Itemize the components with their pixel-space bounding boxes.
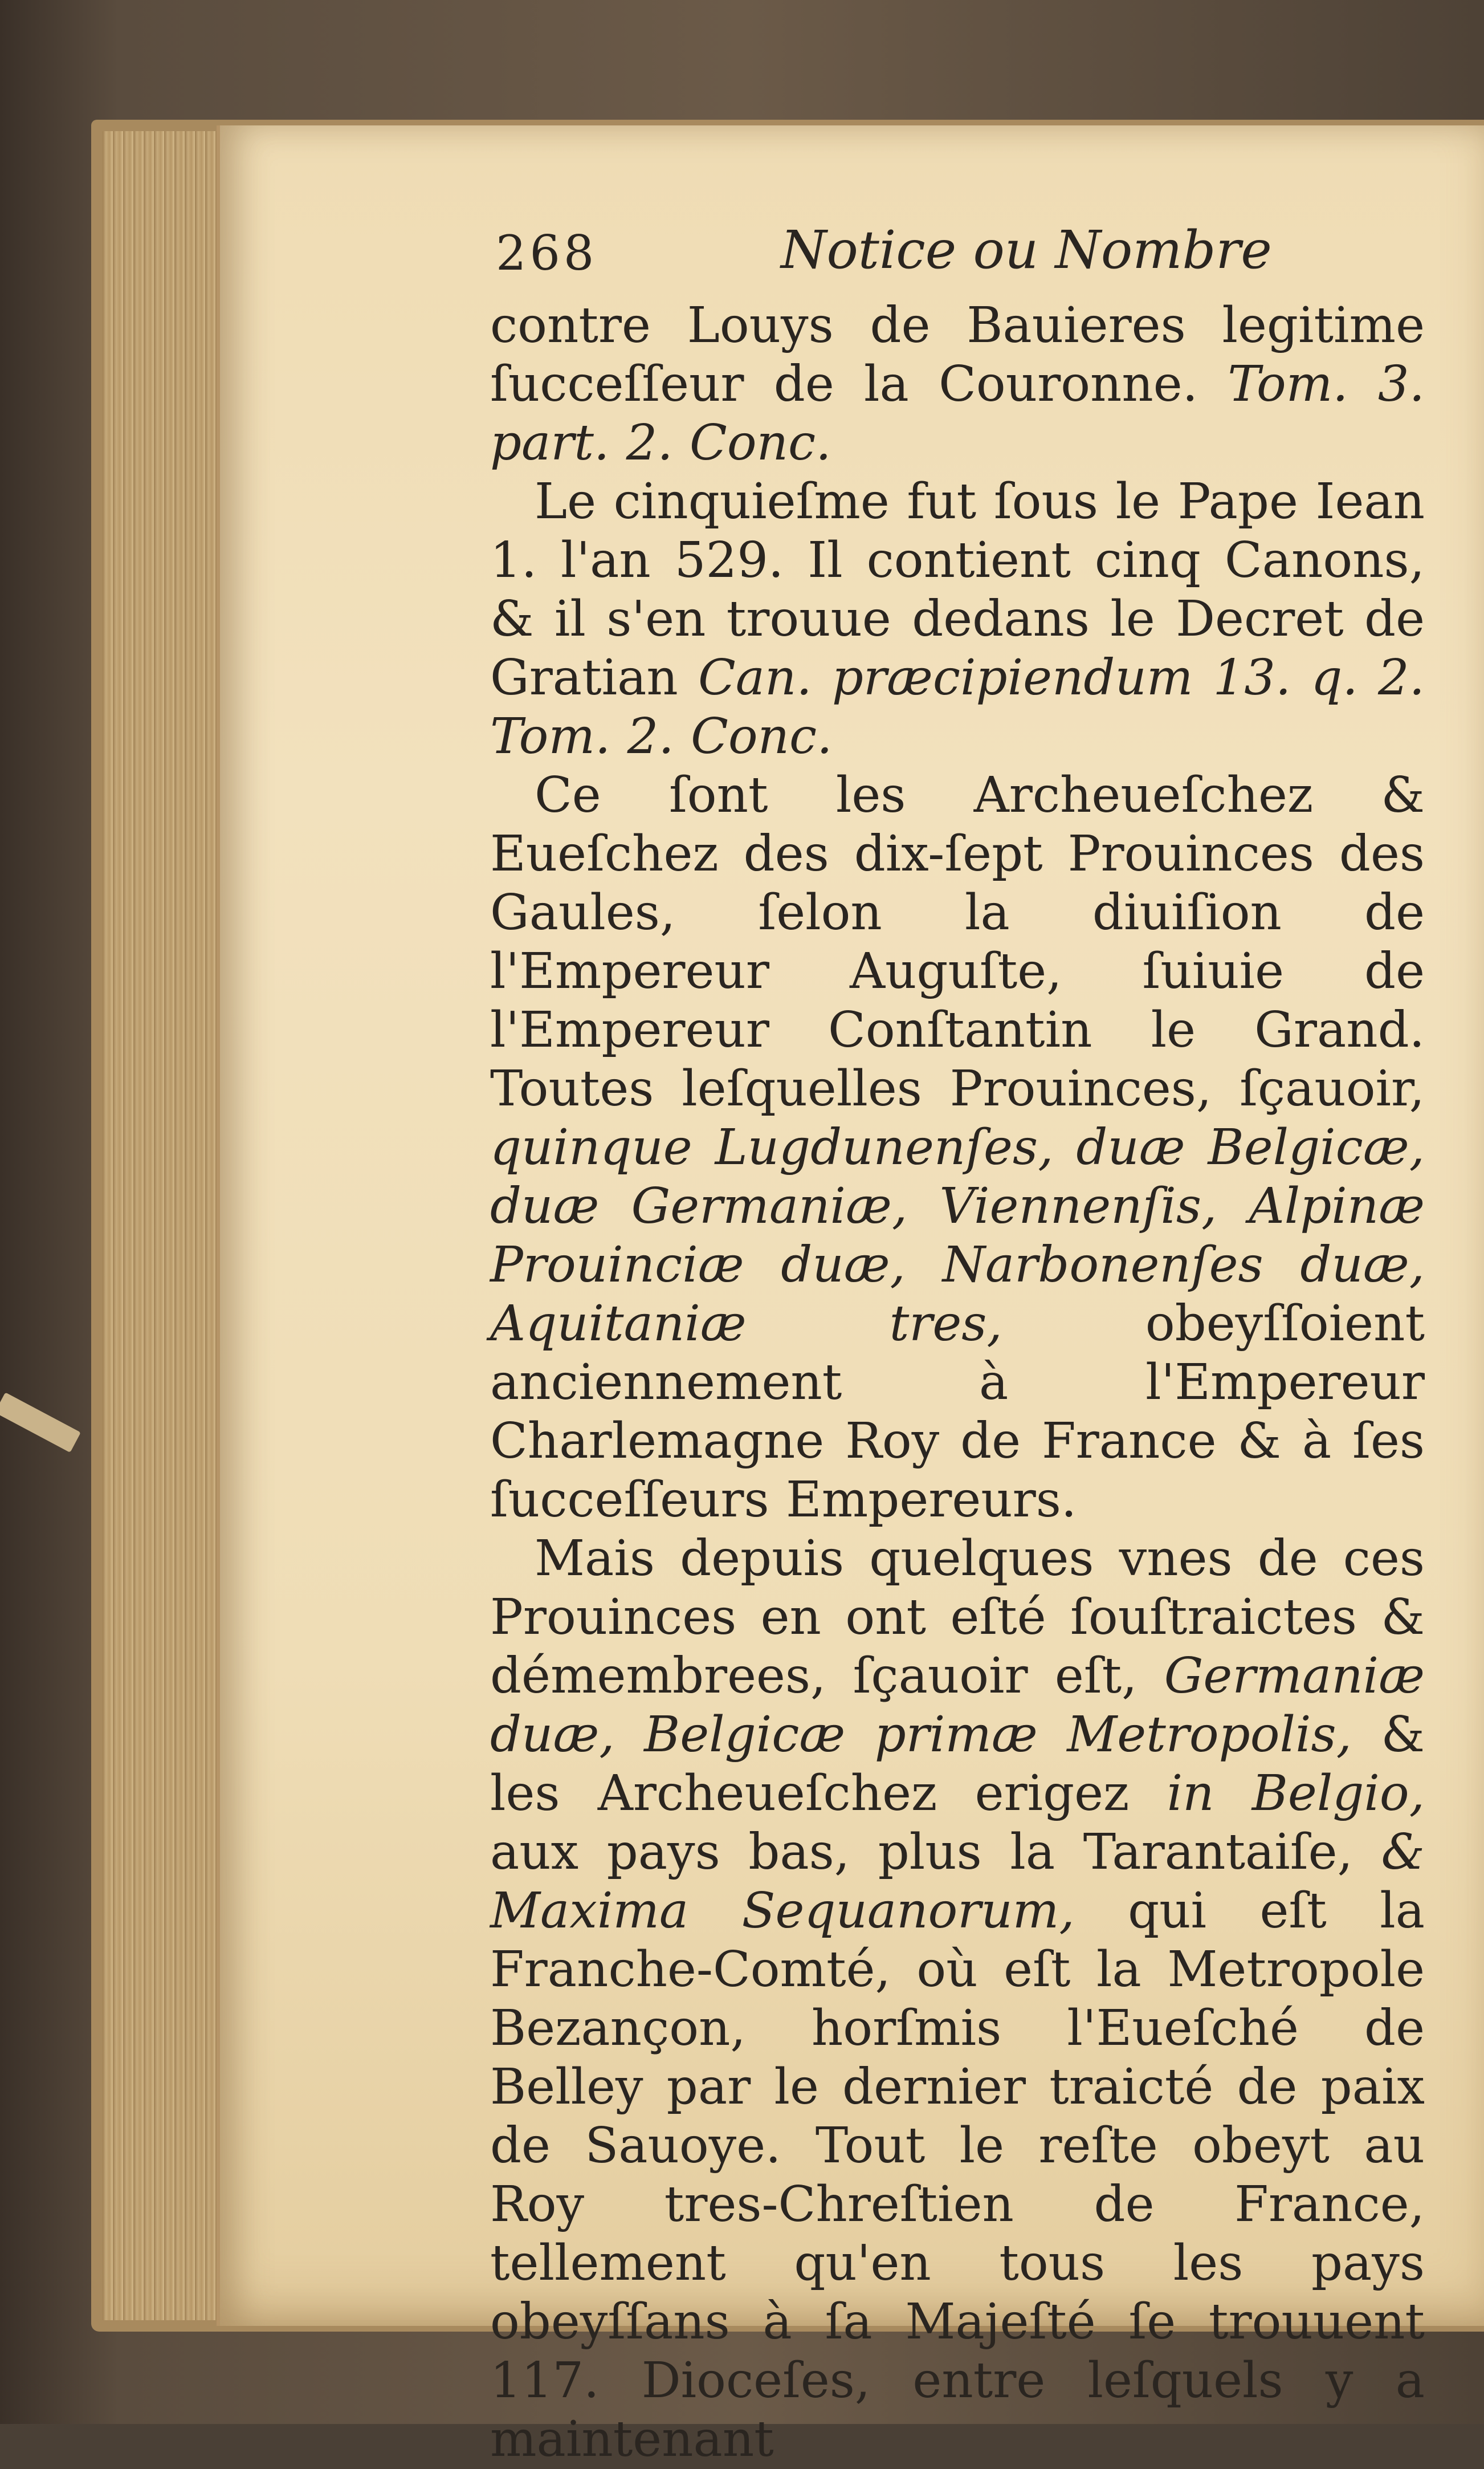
page-header (496, 219, 1385, 299)
running-title: Notice ou Nombre (781, 219, 1272, 280)
paragraph (490, 296, 1425, 473)
text-run: aux pays bas, plus la Tarantaiſe, (490, 1824, 1381, 1881)
text-run: obeyſſoient anciennement à l'Empereur Charlemagne Roy de France & à ſes ſucceſſeurs Empereurs. (490, 1295, 1425, 1528)
italic-text: Tom. 3. part. 2. Conc. (490, 356, 1425, 471)
paragraph (490, 766, 1425, 1530)
text-run: Le cinquieſme fut ſous le Pape Iean 1. l'an 529. Il contient cinq Canons, & il s'en trouue dedans le Decret de Gratian (490, 473, 1425, 706)
text-run: Mais depuis quelques vnes de ces Prouinces en ont eſté ſouſtraictes & démembrees, ſçauoir eſt, (490, 1530, 1425, 1705)
italic-text: quinque Lugdunenſes, duæ Belgicæ, duæ Germaniæ, Viennenſis, Alpinæ Prouinciæ duæ, Narbonenſes duæ, Aquitaniæ tres, (490, 1119, 1425, 1352)
italic-text: in Belgio, (1167, 1765, 1425, 1822)
text-run: Ce ſont les Archeueſchez & Eueſchez des dix-ſept Prouinces des Gaules, ſelon la diuiſion de l'Empereur Auguſte, ſuiuie de l'Empereur Conſtantin le Grand. Toutes leſquelles Prouinces, ſçauoir, (490, 767, 1425, 1117)
body-text (490, 296, 1425, 2468)
text-run: & les Archeueſchez erigez (490, 1706, 1425, 1822)
page-number: 268 (496, 225, 598, 281)
text-run: qui eſt la Franche-Comté, où eſt la Metropole Bezançon, horſmis l'Eueſché de Belley par le dernier traicté de paix de Sauoye. Tout le reſte obeyt au Roy tres-Chreſtien de France, tellement qu'en tous les pays obeyſſans à ſa Majeſté ſe trouuent 117. Dioceſes, entre leſquels y a maintenant (490, 1882, 1425, 2468)
paragraph (490, 1530, 1425, 2469)
italic-text: & Maxima Sequanorum, (490, 1824, 1425, 1939)
italic-text: Can. præcipiendum 13. q. 2. Tom. 2. Conc. (490, 649, 1425, 765)
paragraph (490, 473, 1425, 766)
text-run: contre Louys de Bauieres legitime ſucceſſeur de la Couronne. (490, 297, 1425, 413)
italic-text: Germaniæ duæ, Belgicæ primæ Metropolis, (490, 1648, 1425, 1763)
